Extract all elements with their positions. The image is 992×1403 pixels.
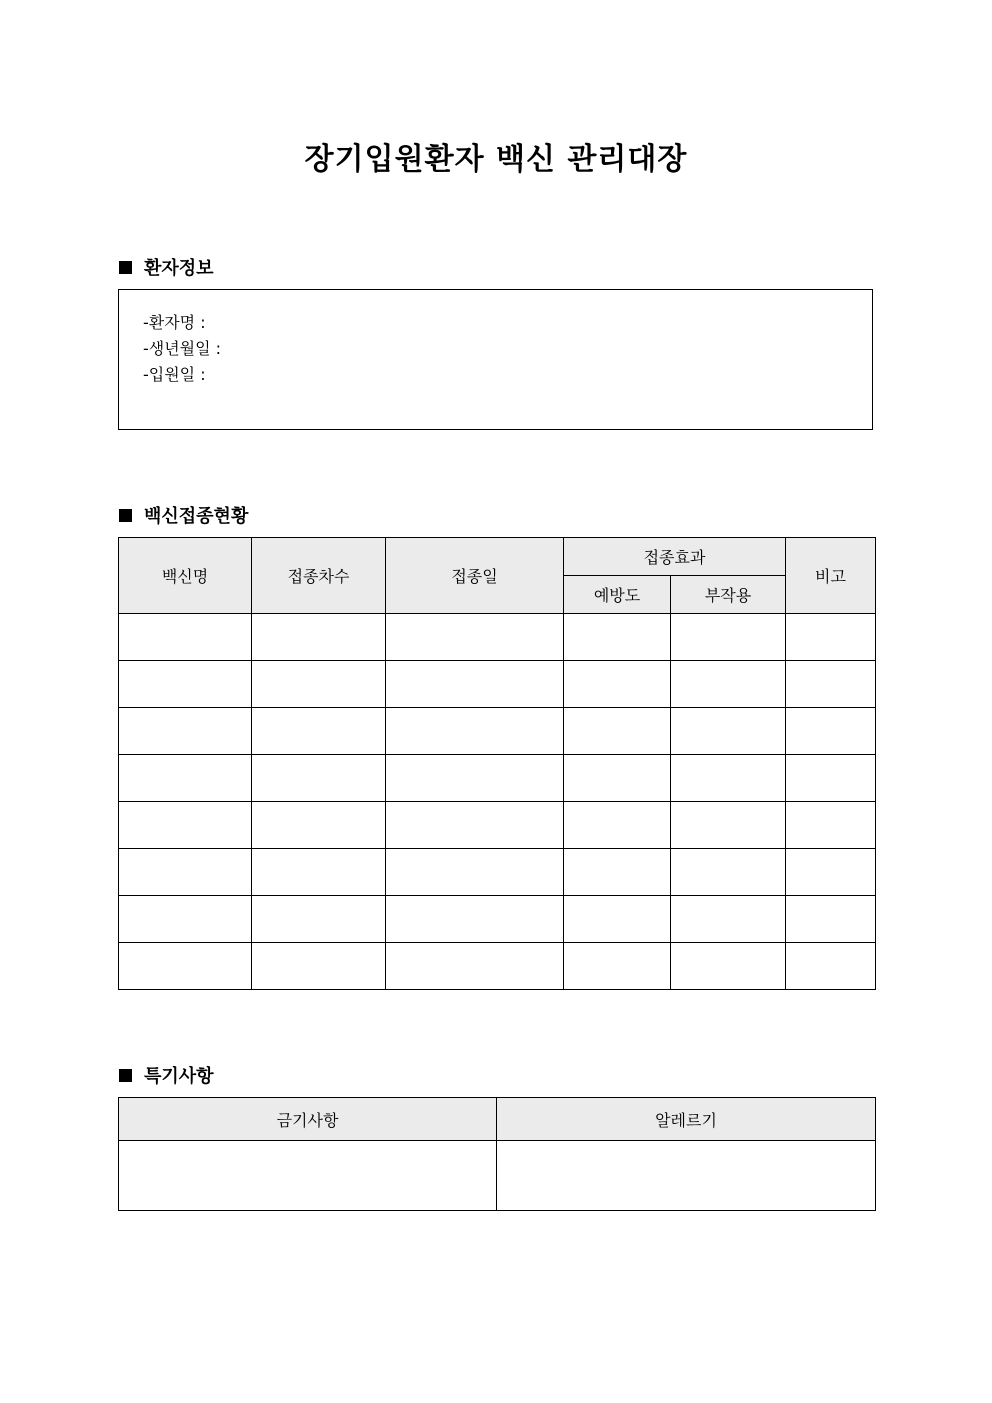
table-cell[interactable] xyxy=(564,708,671,755)
square-bullet-icon xyxy=(119,1069,132,1082)
table-cell[interactable] xyxy=(386,943,564,990)
table-cell[interactable] xyxy=(386,614,564,661)
table-cell[interactable] xyxy=(671,896,786,943)
header-vaccination-date: 접종일 xyxy=(386,538,564,614)
birth-date-field: -생년월일 : xyxy=(143,339,222,358)
table-row xyxy=(119,849,876,896)
table-cell[interactable] xyxy=(671,802,786,849)
table-row xyxy=(119,896,876,943)
table-cell[interactable] xyxy=(386,802,564,849)
header-allergy: 알레르기 xyxy=(497,1098,876,1141)
table-cell[interactable] xyxy=(786,849,876,896)
table-cell[interactable] xyxy=(252,661,386,708)
table-cell[interactable] xyxy=(564,755,671,802)
table-cell[interactable] xyxy=(252,755,386,802)
table-cell[interactable] xyxy=(252,708,386,755)
table-cell[interactable] xyxy=(386,661,564,708)
vaccine-status-heading-text: 백신접종현황 xyxy=(144,506,249,527)
table-cell[interactable] xyxy=(119,755,252,802)
table-cell[interactable] xyxy=(252,943,386,990)
vaccine-status-table xyxy=(118,537,876,990)
table-cell[interactable] xyxy=(252,896,386,943)
special-notes-heading xyxy=(119,1062,214,1088)
table-cell[interactable] xyxy=(786,708,876,755)
table-cell[interactable] xyxy=(564,943,671,990)
table-cell[interactable] xyxy=(564,614,671,661)
special-notes-table xyxy=(118,1097,876,1211)
table-cell[interactable] xyxy=(564,896,671,943)
table-cell[interactable] xyxy=(671,614,786,661)
table-cell[interactable] xyxy=(564,849,671,896)
patient-name-field: -환자명 : xyxy=(143,313,206,332)
vaccine-table-body xyxy=(119,614,876,990)
table-cell[interactable] xyxy=(786,896,876,943)
header-prevention: 예방도 xyxy=(564,576,671,614)
table-cell[interactable] xyxy=(786,943,876,990)
table-cell[interactable] xyxy=(564,802,671,849)
allergy-cell[interactable] xyxy=(497,1141,876,1211)
table-cell[interactable] xyxy=(119,661,252,708)
table-cell[interactable] xyxy=(119,708,252,755)
header-vaccine-name: 백신명 xyxy=(119,538,252,614)
table-cell[interactable] xyxy=(386,896,564,943)
table-cell[interactable] xyxy=(252,849,386,896)
table-row xyxy=(119,943,876,990)
table-row xyxy=(119,614,876,661)
patient-info-box xyxy=(118,289,873,430)
table-row xyxy=(119,755,876,802)
table-cell[interactable] xyxy=(786,755,876,802)
patient-info-heading xyxy=(119,254,214,280)
table-cell[interactable] xyxy=(671,755,786,802)
table-row xyxy=(119,802,876,849)
vaccine-status-heading xyxy=(119,502,248,528)
admission-date-field: -입원일 : xyxy=(143,365,206,384)
table-cell[interactable] xyxy=(671,661,786,708)
special-notes-heading-text: 특기사항 xyxy=(144,1066,214,1087)
table-cell[interactable] xyxy=(386,849,564,896)
table-cell[interactable] xyxy=(386,755,564,802)
table-cell[interactable] xyxy=(119,849,252,896)
table-cell[interactable] xyxy=(119,802,252,849)
table-cell[interactable] xyxy=(386,708,564,755)
table-cell[interactable] xyxy=(119,614,252,661)
table-cell[interactable] xyxy=(786,802,876,849)
header-side-effect: 부작용 xyxy=(671,576,786,614)
table-cell[interactable] xyxy=(671,708,786,755)
contraindication-cell[interactable] xyxy=(119,1141,497,1211)
header-remarks: 비고 xyxy=(786,538,876,614)
table-cell[interactable] xyxy=(252,614,386,661)
patient-info-heading-text: 환자정보 xyxy=(144,258,214,279)
header-vaccination-effect: 접종효과 xyxy=(564,538,786,576)
table-cell[interactable] xyxy=(564,661,671,708)
table-cell[interactable] xyxy=(786,661,876,708)
header-contraindication: 금기사항 xyxy=(119,1098,497,1141)
table-row xyxy=(119,661,876,708)
square-bullet-icon xyxy=(119,261,132,274)
square-bullet-icon xyxy=(119,509,132,522)
page-title: 장기입원환자 백신 관리대장 xyxy=(304,142,688,177)
table-cell[interactable] xyxy=(252,802,386,849)
table-cell[interactable] xyxy=(671,849,786,896)
table-cell[interactable] xyxy=(671,943,786,990)
table-cell[interactable] xyxy=(786,614,876,661)
header-dose-round: 접종차수 xyxy=(252,538,386,614)
table-row xyxy=(119,708,876,755)
table-cell[interactable] xyxy=(119,943,252,990)
table-cell[interactable] xyxy=(119,896,252,943)
